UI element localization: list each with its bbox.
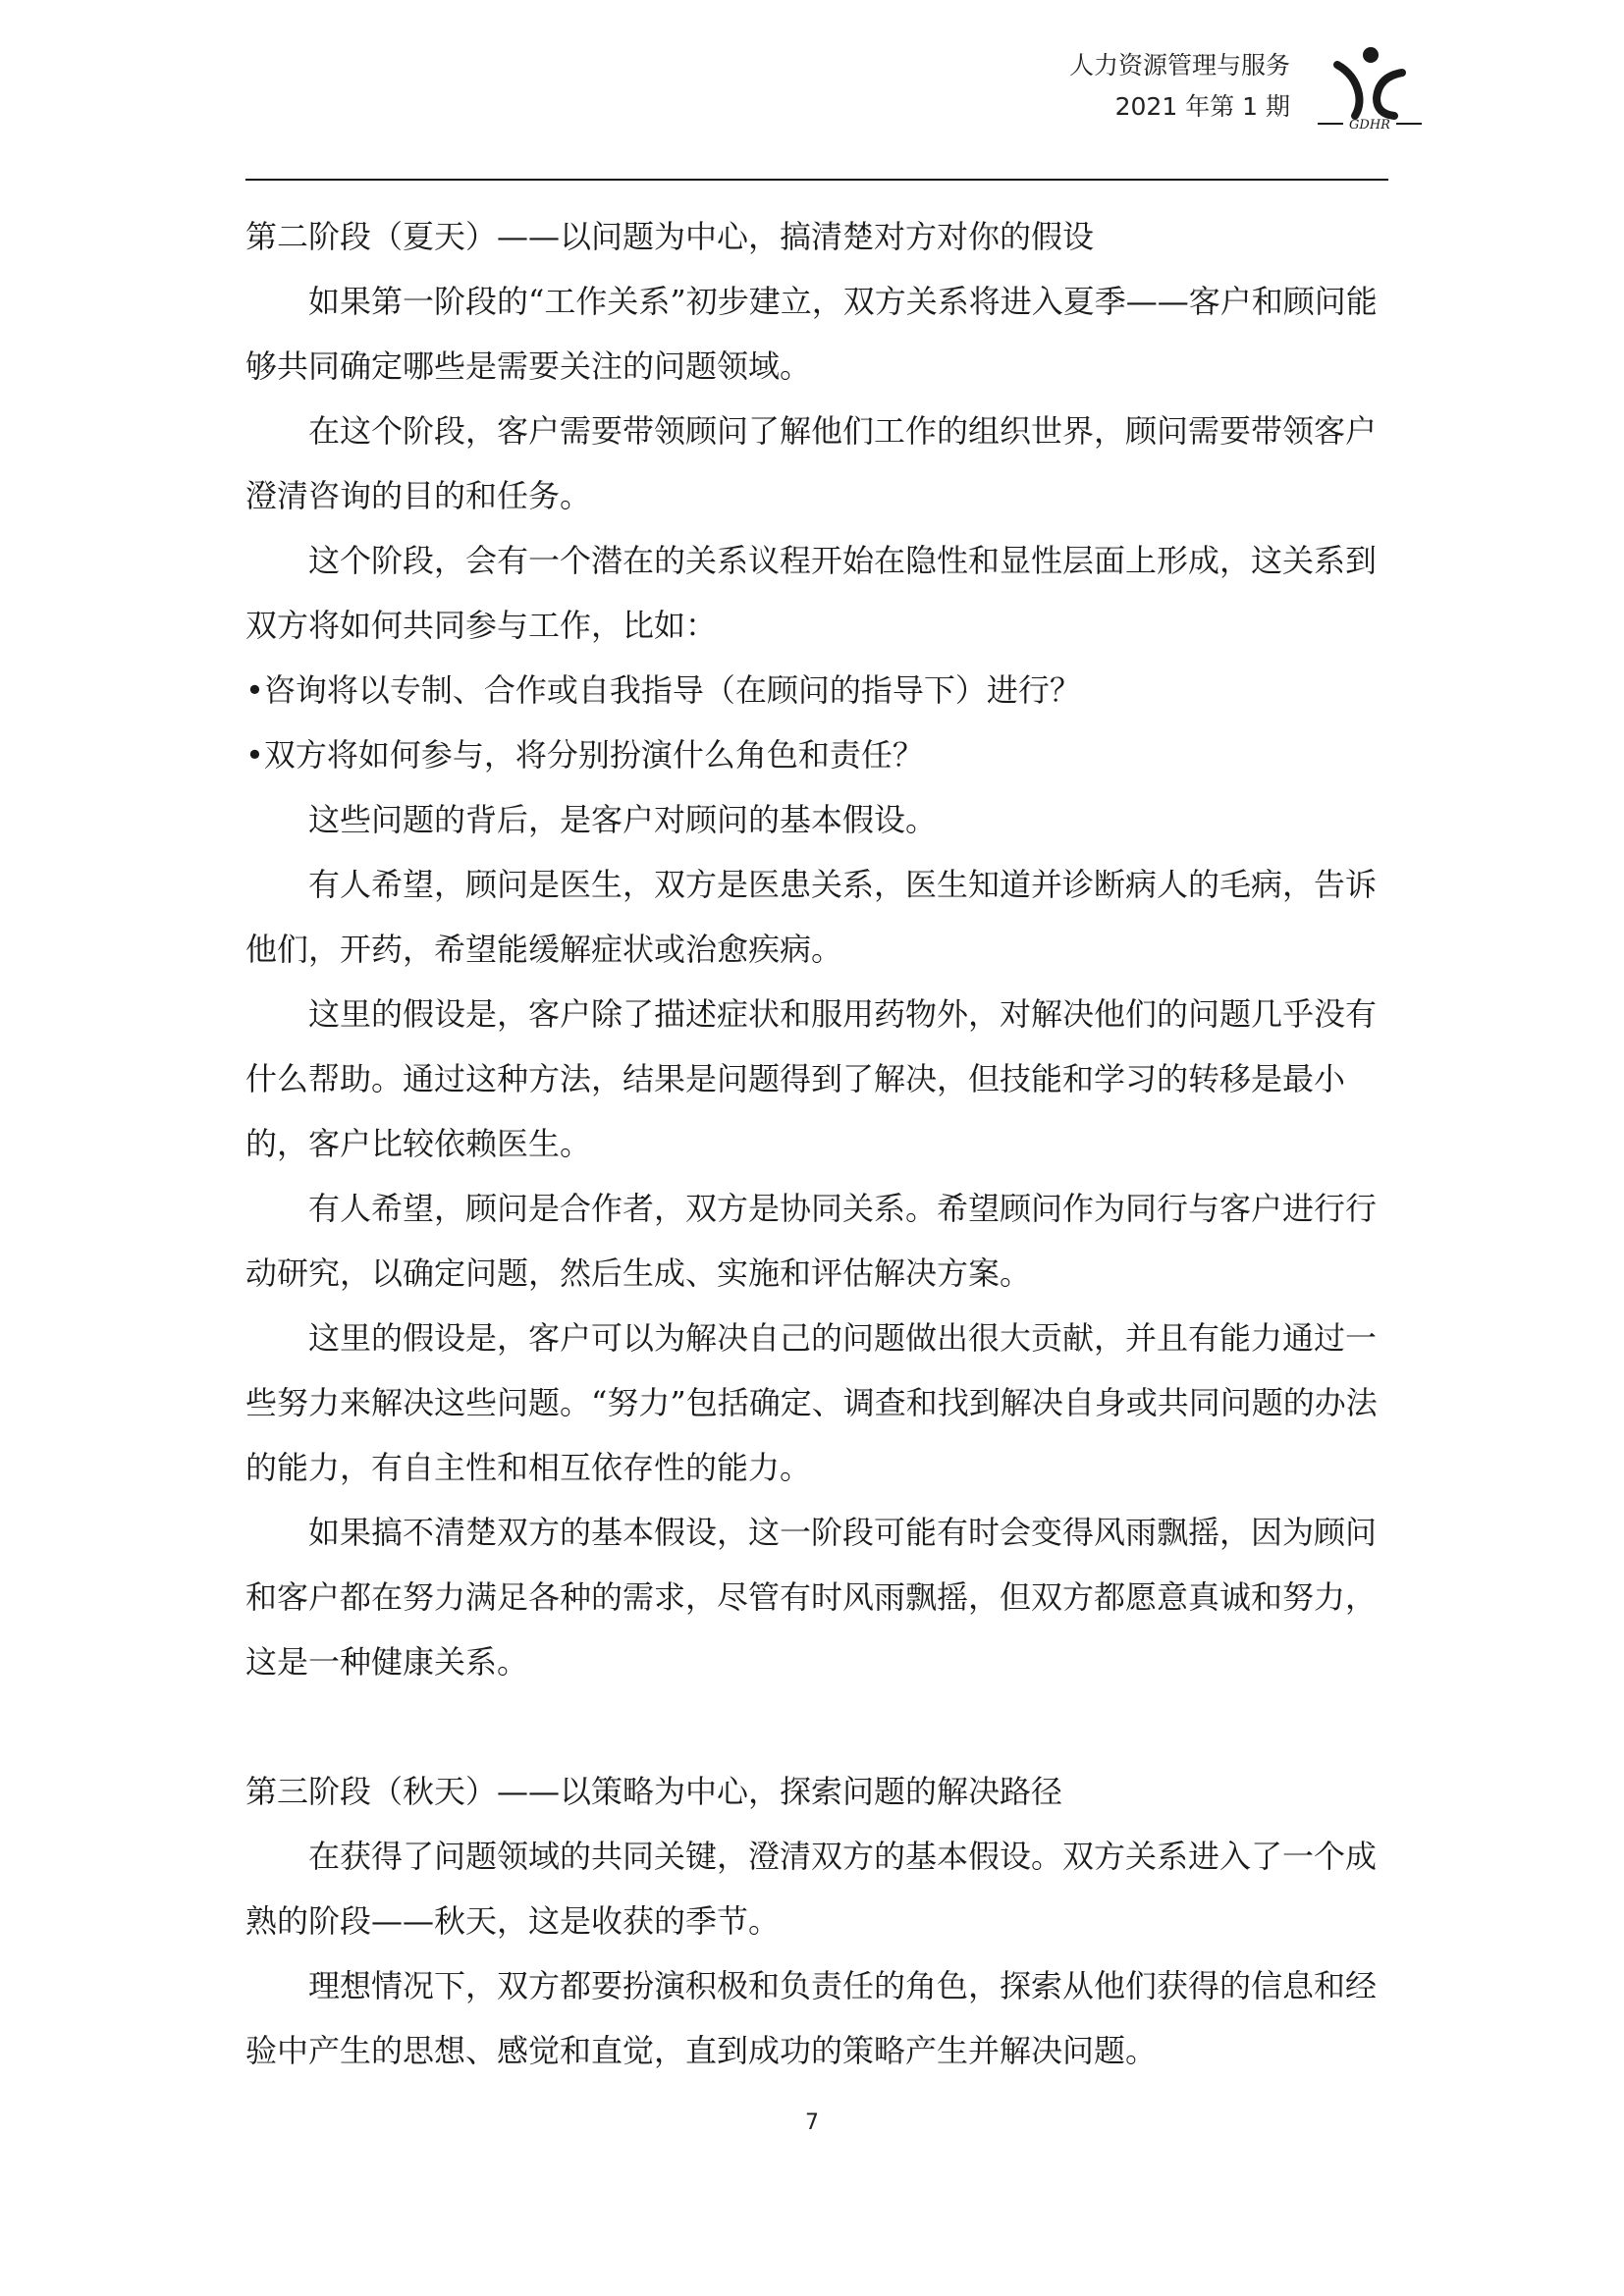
running-header: [1069, 45, 1290, 128]
paragraph: 如果第一阶段的“工作关系”初步建立，双方关系将进入夏季——客户和顾问能够共同确定哪些是需要关注的问题领域。: [245, 283, 1378, 385]
issue-label: 2021 年第 1 期: [1114, 92, 1290, 121]
paragraph: 如果搞不清楚双方的基本假设，这一阶段可能有时会变得风雨飘摇，因为顾问和客户都在努力满足各种的需求，尽管有时风雨飘摇，但双方都愿意真诚和努力，这是一种健康关系。: [245, 1514, 1378, 1681]
bullet-item: •咨询将以专制、合作或自我指导（在顾问的指导下）进行？: [245, 671, 1081, 709]
journal-title: 人力资源管理与服务: [1068, 51, 1290, 80]
section-title-summer: 第二阶段（夏天）——以问题为中心，搞清楚对方对你的假设: [245, 218, 1095, 255]
paragraph: 在获得了问题领域的共同关键，澄清双方的基本假设。双方关系进入了一个成熟的阶段——秋天，这是收获的季节。: [245, 1838, 1378, 1940]
page-number: 7: [805, 2110, 819, 2135]
paragraph: 这里的假设是，客户可以为解决自己的问题做出很大贡献，并且有能力通过一些努力来解决这些问题。“努力”包括确定、调查和找到解决自身或共同问题的办法的能力，有自主性和相互依存性的能力。: [245, 1319, 1378, 1486]
paragraph: 有人希望，顾问是合作者，双方是协同关系。希望顾问作为同行与客户进行行动研究，以确定问题，然后生成、实施和评估解决方案。: [245, 1190, 1378, 1292]
paragraph: 这些问题的背后，是客户对顾问的基本假设。: [308, 801, 938, 838]
gdhr-logo-icon: [1316, 43, 1424, 132]
bullet-item: •双方将如何参与，将分别扮演什么角色和责任？: [245, 736, 924, 774]
paragraph: 在这个阶段，客户需要带领顾问了解他们工作的组织世界，顾问需要带领客户澄清咨询的目的和任务。: [245, 412, 1378, 514]
logo-text: GDHR: [1349, 118, 1390, 132]
paragraph: 这个阶段，会有一个潜在的关系议程开始在隐性和显性层面上形成，这关系到双方将如何共同参与工作，比如：: [245, 542, 1378, 644]
header-divider: [245, 179, 1388, 181]
article-body: [245, 204, 1388, 2083]
paragraph: 这里的假设是，客户除了描述症状和服用药物外，对解决他们的问题几乎没有什么帮助。通过这种方法，结果是问题得到了解决，但技能和学习的转移是最小的，客户比较依赖医生。: [245, 995, 1378, 1162]
section-spacer: [245, 1694, 1388, 1759]
paragraph: 理想情况下，双方都要扮演积极和负责任的角色，探索从他们获得的信息和经验中产生的思想、感觉和直觉，直到成功的策略产生并解决问题。: [245, 1967, 1378, 2069]
section-title-autumn: 第三阶段（秋天）——以策略为中心，探索问题的解决路径: [245, 1773, 1063, 1810]
paragraph: 有人希望，顾问是医生，双方是医患关系，医生知道并诊断病人的毛病，告诉他们，开药，希望能缓解症状或治愈疾病。: [245, 866, 1378, 968]
